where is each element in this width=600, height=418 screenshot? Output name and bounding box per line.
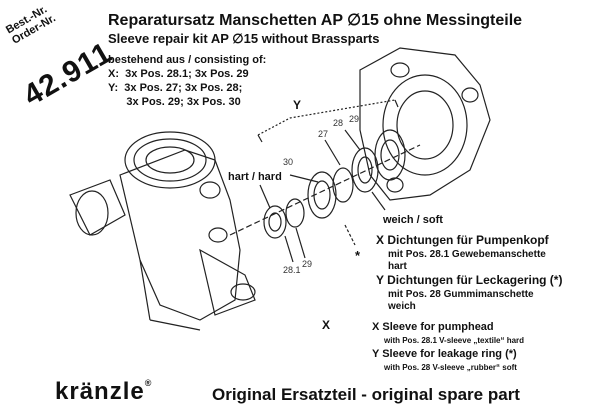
brand-name: kränzle [55,378,145,405]
brand-logo [55,378,152,406]
ring-30 [308,172,336,218]
label-pos-28: 28 [333,118,344,128]
unloader-knob [70,180,125,235]
legend-y-english: Y Sleeve for leakage ring (*) [372,348,517,360]
ring-28-1 [264,206,286,238]
pressure-gauge [125,132,215,188]
title-english: Sleeve repair kit AP ∅15 without Brassparts [108,31,380,46]
legend-y-english-detail: with Pos. 28 V-sleeve „rubber“ soft [384,363,517,372]
legend-x-english: X Sleeve for pumphead [372,321,494,333]
legend-x-german-detail: mit Pos. 28.1 Gewebemanschette [388,249,546,260]
label-y-group: Y [293,98,302,112]
label-pos-29-y: 29 [349,114,360,124]
legend-x-german-hardness: hart [388,261,407,272]
legend-y-german-detail: mit Pos. 28 Gummimanschette [388,289,534,300]
title-german: Reparatursatz Manschetten AP ∅15 ohne Messingteile [108,12,523,29]
label-asterisk: * [355,248,361,263]
label-pos-29-x: 29 [302,259,313,269]
order-number: 42.911 [18,35,118,113]
legend-y-german-hardness: weich [388,301,416,312]
registered-mark: ® [144,378,153,388]
ring-29-x [286,199,304,227]
label-pos-28-1: 28.1 [283,265,301,275]
legend-y-german: Y Dichtungen für Leckagering (*) [376,273,563,287]
label-hard: hart / hard [228,171,282,183]
legend-x-german: X Dichtungen für Pumpenkopf [376,233,549,247]
kit-contents: bestehend aus / consisting of: X: 3x Pos. 28.1; 3x Pos. 29 Y: 3x Pos. 27; 3x Pos. 28; 3x Pos. 29; 3x Pos. 30 [108,54,267,108]
label-x-group: X [322,318,331,332]
legend-x-english-detail: with Pos. 28.1 V-sleeve „textile“ hard [384,336,525,345]
ring-27 [375,130,405,180]
footer-original-part: Original Ersatzteil - original spare part [212,385,520,404]
label-pos-27: 27 [318,129,329,139]
pump-body [120,150,240,320]
order-number-label: Best.-Nr. Order-Nr. [4,3,58,47]
label-pos-30: 30 [283,157,294,167]
label-soft: weich / soft [383,214,443,226]
pump-head-plate [360,48,490,200]
